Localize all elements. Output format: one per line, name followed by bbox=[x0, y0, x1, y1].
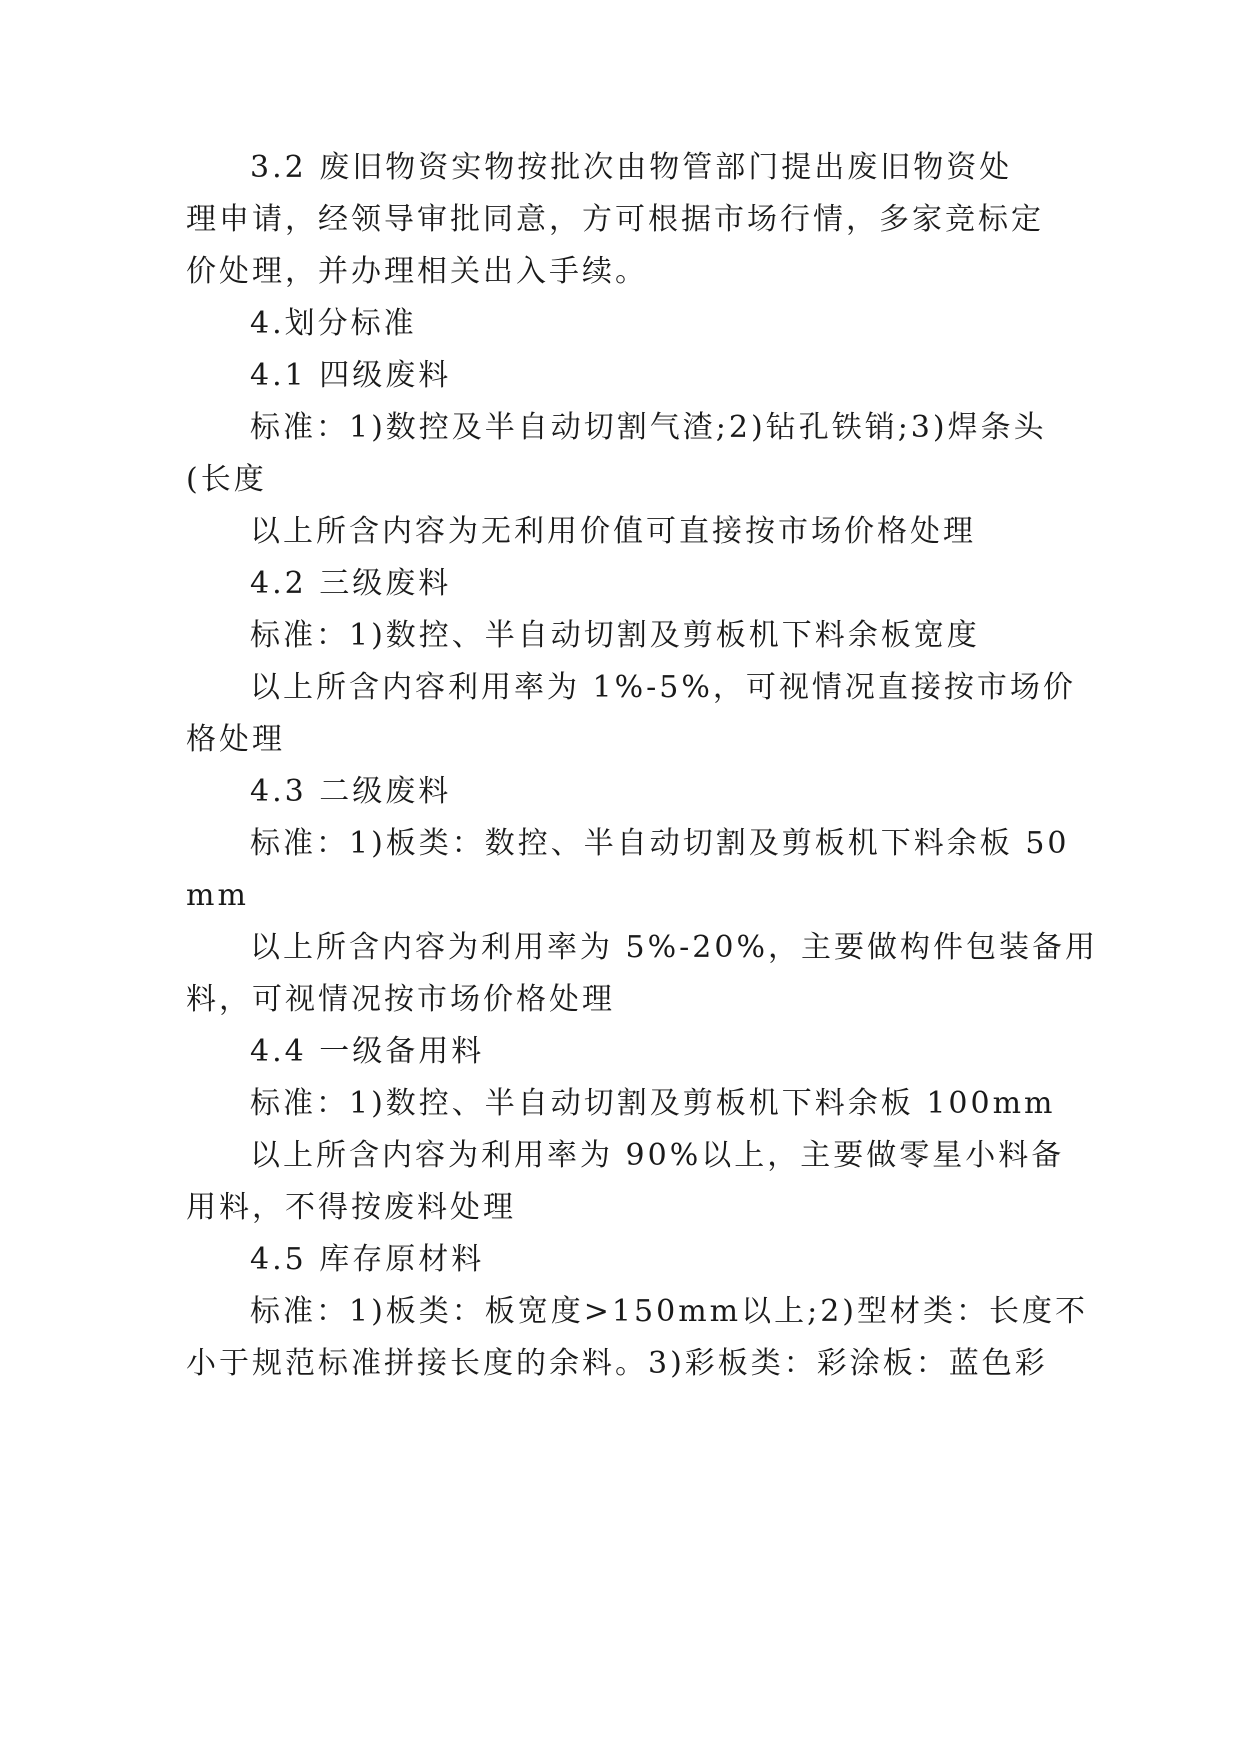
section-4-5-standard-line-2: 小于规范标准拼接长度的余料。3)彩板类：彩涂板：蓝色彩 bbox=[186, 1346, 1048, 1381]
section-4-3-standard-line-2: mm bbox=[186, 878, 249, 913]
section-4-3-standard-line-1: 标准：1)板类：数控、半自动切割及剪板机下料余板 50 bbox=[250, 826, 1070, 861]
section-4-1-note: 以上所含内容为无利用价值可直接按市场价格处理 bbox=[250, 514, 976, 549]
section-4-4-note-line-2: 用料，不得按废料处理 bbox=[186, 1190, 516, 1225]
section-4-2-note-line-1: 以上所含内容利用率为 1%-5%，可视情况直接按市场价 bbox=[250, 670, 1076, 705]
section-4-2-heading: 4.2 三级废料 bbox=[250, 566, 452, 601]
section-4-5-heading: 4.5 库存原材料 bbox=[250, 1242, 485, 1277]
section-4-4-standard: 标准：1)数控、半自动切割及剪板机下料余板 100mm bbox=[250, 1086, 1056, 1121]
paragraph-3-2-line-2: 理申请，经领导审批同意，方可根据市场行情，多家竞标定 bbox=[186, 202, 1044, 237]
section-4-3-heading: 4.3 二级废料 bbox=[250, 774, 452, 809]
section-4-2-standard: 标准：1)数控、半自动切割及剪板机下料余板宽度 bbox=[250, 618, 980, 653]
paragraph-3-2-line-1: 3.2 废旧物资实物按批次由物管部门提出废旧物资处 bbox=[250, 150, 1013, 185]
section-4-3-note-line-1: 以上所含内容为利用率为 5%-20%，主要做构件包装备用 bbox=[250, 930, 1098, 965]
section-4-1-standard-line-2: (长度 bbox=[186, 462, 267, 497]
section-4-4-heading: 4.4 一级备用料 bbox=[250, 1034, 485, 1069]
section-4-1-standard-line-1: 标准：1)数控及半自动切割气渣;2)钻孔铁销;3)焊条头 bbox=[250, 410, 1047, 445]
section-4-3-note-line-2: 料，可视情况按市场价格处理 bbox=[186, 982, 615, 1017]
section-4-2-note-line-2: 格处理 bbox=[186, 722, 285, 757]
section-4-1-heading: 4.1 四级废料 bbox=[250, 358, 452, 393]
paragraph-3-2-line-3: 价处理，并办理相关出入手续。 bbox=[186, 254, 648, 289]
section-4-5-standard-line-1: 标准：1)板类：板宽度>150mm以上;2)型材类：长度不 bbox=[250, 1294, 1088, 1329]
section-4-4-note-line-1: 以上所含内容为利用率为 90%以上，主要做零星小料备 bbox=[250, 1138, 1065, 1173]
section-4-heading: 4.划分标准 bbox=[250, 306, 417, 341]
